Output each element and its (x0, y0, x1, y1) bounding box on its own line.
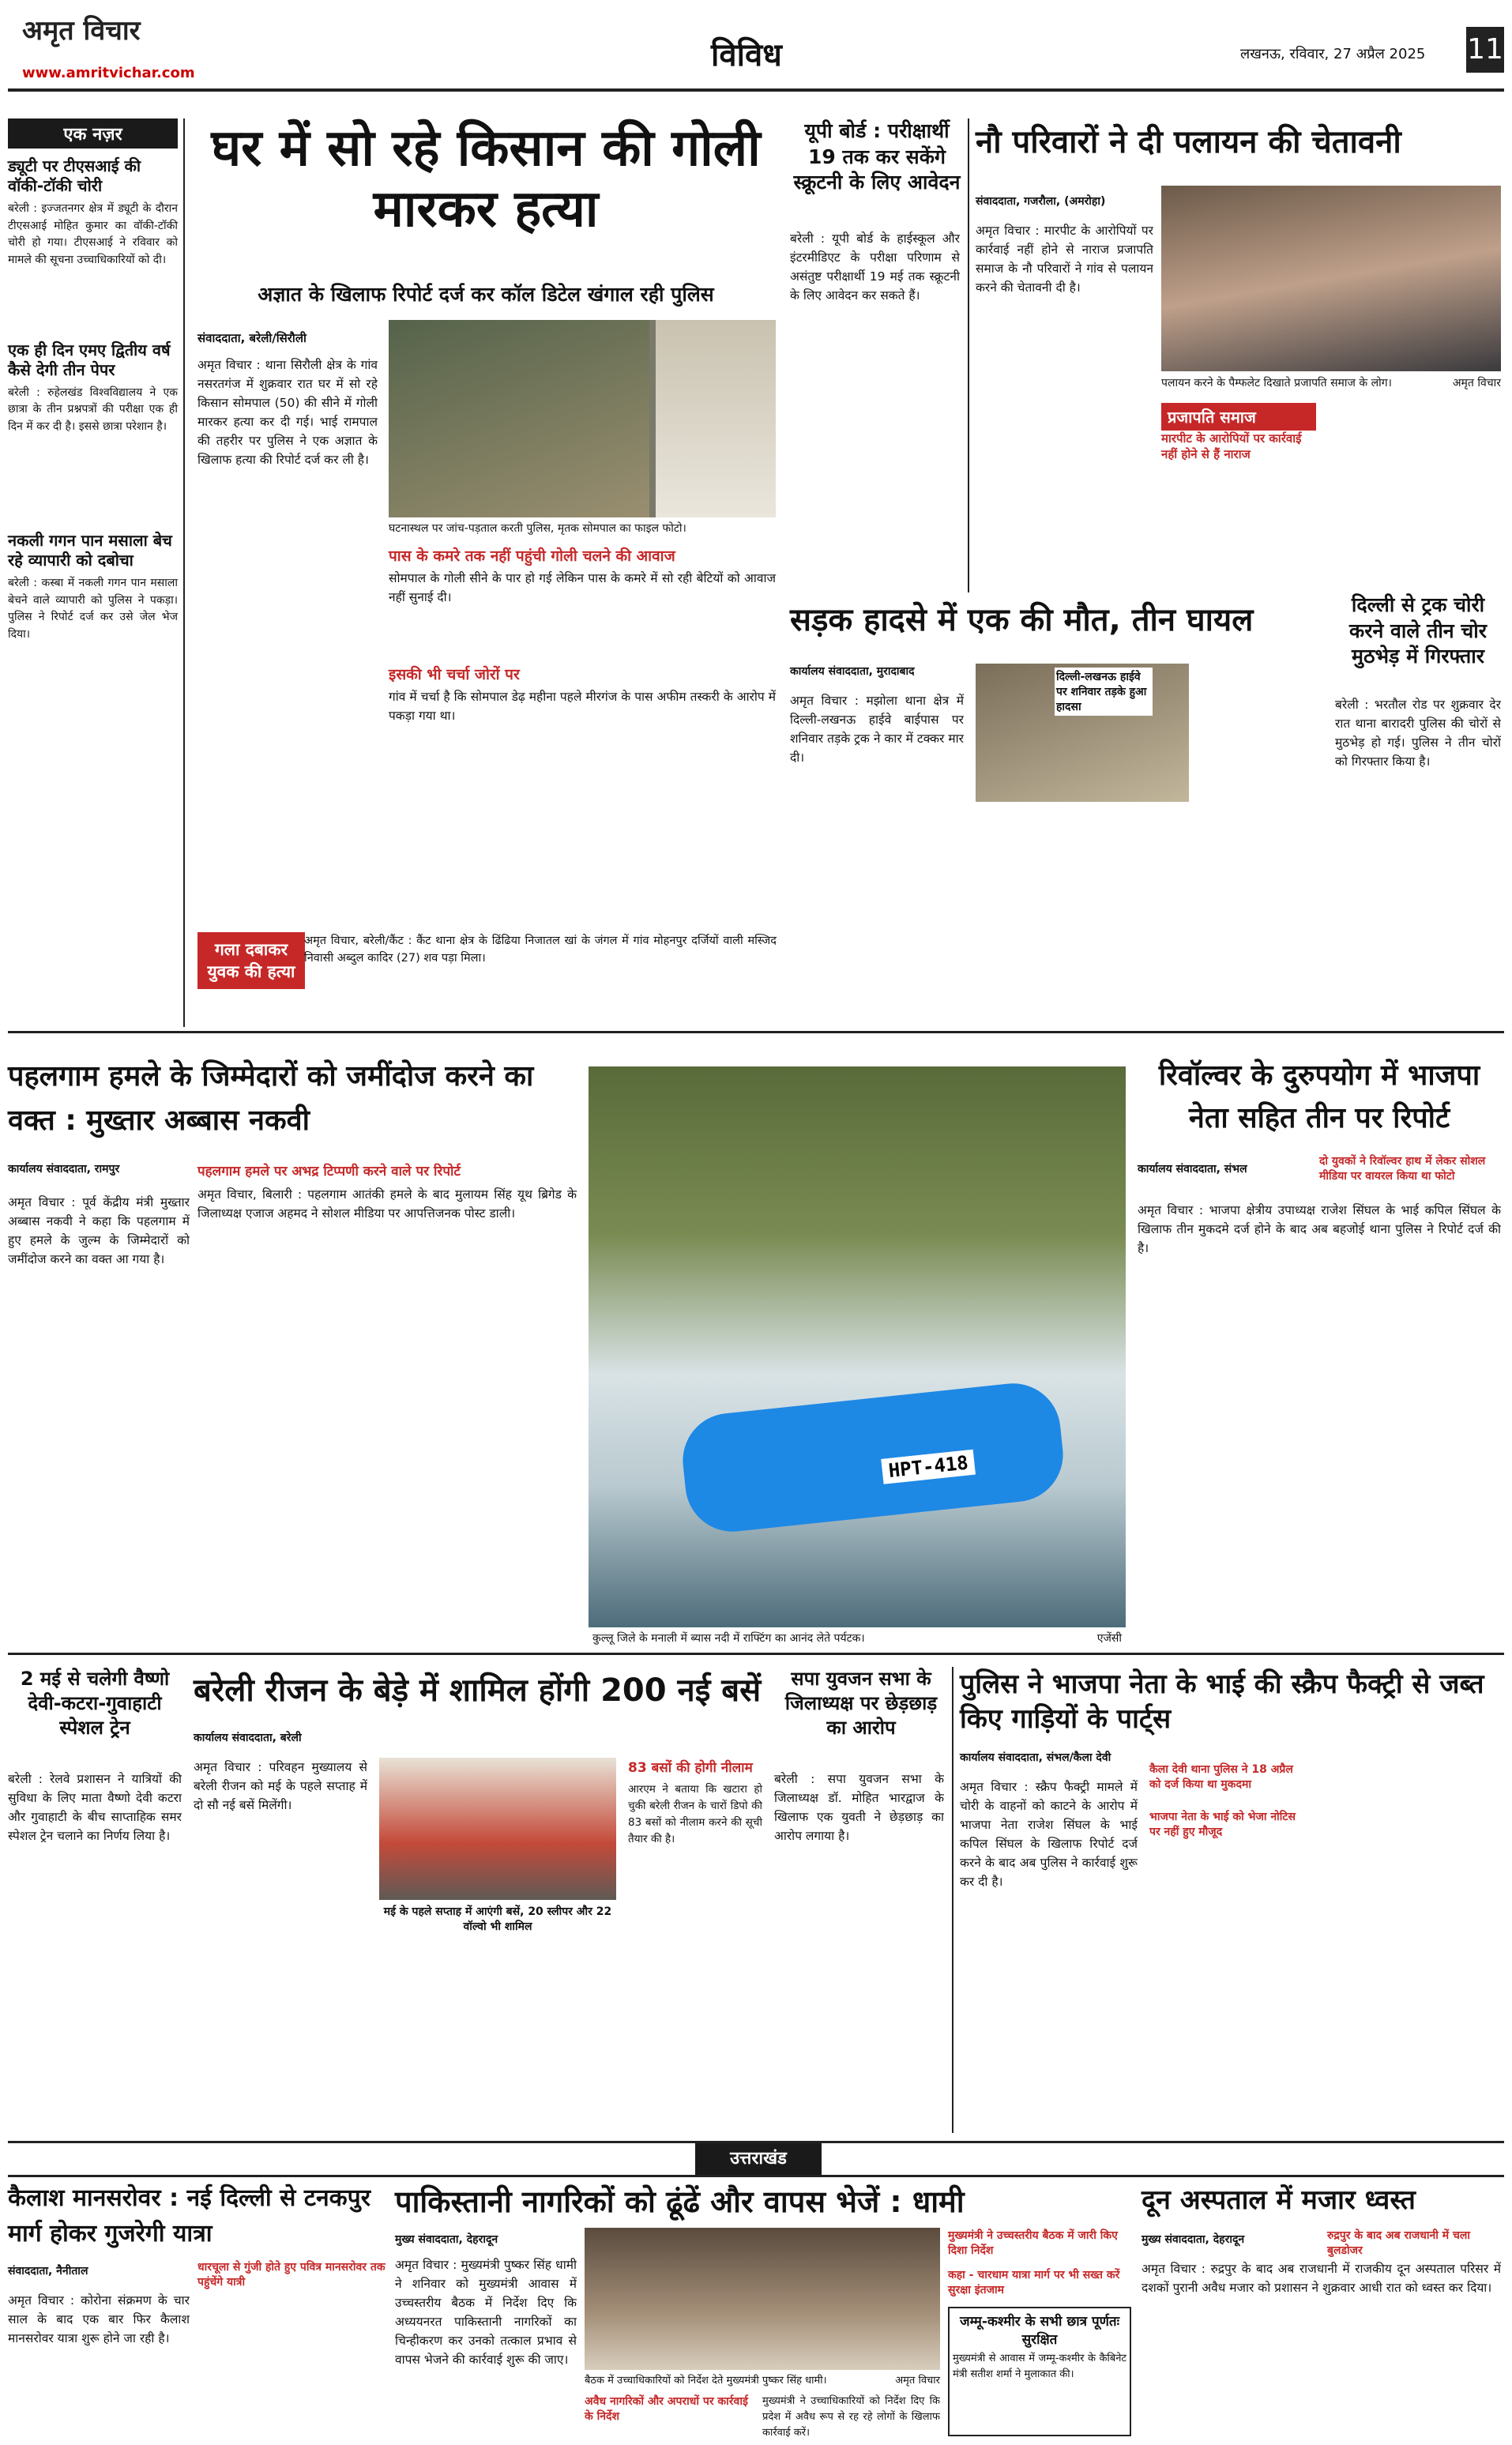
pak-sub2: कहा - चारधाम यात्रा मार्ग पर भी सख्त करें सुरक्षा इंतजाम (948, 2269, 1120, 2296)
left-p3: बरेली : कस्बा में नकली गगन पान मसाला बेचने वाले व्यापारी को पुलिस ने पकड़ा। पुलिस ने रिपोर्ट दर्ज कर उसे जेल भेज दिया। (8, 576, 178, 641)
kailash-body: अमृत विचार : कोरोना संक्रमण के चार साल के बाद एक बार फिर कैलाश मानसरोवर यात्रा शुरू होने जा रही है। (8, 2293, 190, 2346)
masthead-rule (8, 88, 1504, 92)
raft-boat (678, 1379, 1067, 1536)
bus-photo-caption: मई के पहले सप्ताह में आएंगी बसें, 20 स्लीपर और 22 वॉल्वो भी शामिल (383, 1905, 612, 1933)
truck-body: बरेली : भरतौल रोड पर शुक्रवार देर रात थाना बारादरी पुलिस की चोरों से मुठभेड़ हो गई। पुलिस ने तीन चोरों को गिरफ्तार किया है। (1335, 698, 1501, 769)
masthead-url[interactable]: www.amritvichar.com (22, 65, 195, 81)
main-tag-text: अमृत विचार, बरेली/कैंट : कैंट थाना क्षेत्र के ढिंढिया निजातल खां के जंगल में गांव मोहनपुर दर्जियों वाली मस्जिद निवासी अब्दुल कादिर (27) शव पड़ा मिला। (304, 935, 777, 965)
main-sub2-text: गांव में चर्चा है कि सोमपाल डेढ़ महीना पहले मीरगंज के पास अफीम तस्करी के आरोप में पकड़ा गया था। (389, 690, 776, 724)
uttarakhand-band (8, 2141, 1504, 2177)
raft-photo (589, 1066, 1126, 1627)
palayan-tag: प्रजापति समाज (1161, 403, 1316, 431)
raft-boat-label: HPT-418 (881, 1450, 976, 1484)
naqvi-byline: कार्यालय संवाददाता, रामपुर (8, 1163, 120, 1175)
upboard-headline: यूपी बोर्ड : परीक्षार्थी 19 तक कर सकेंगे स्क्रूटनी के लिए आवेदन (793, 119, 961, 194)
scrap-sub1: कैला देवी थाना पुलिस ने 18 अप्रैल को दर्ज किया था मुकदमा (1149, 1763, 1293, 1791)
main-headline: घर में सो रहे किसान की गोली मारकर हत्या (211, 119, 761, 239)
sapa-body: बरेली : सपा युवजन सभा के जिलाध्यक्ष डॉ. मोहित भारद्वाज के खिलाफ एक युवती ने छेड़छाड़ का आरोप लगाया है। (774, 1772, 944, 1844)
mazar-headline: दून अस्पताल में मजार ध्वस्त (1142, 2184, 1416, 2216)
bus-body: अमृत विचार : परिवहन मुख्यालय से बरेली रीजन को मई के पहले सप्ताह में दो सौ नई बसें मिलेंगी। (194, 1760, 367, 1813)
main-body: अमृत विचार : थाना सिरौली क्षेत्र के गांव नसरतगंज में शुक्रवार रात घर में सो रहे किसान सोमपाल (50) की सीने में गोली मारकर हत्या कर दी गई। भाई रामपाल की तहरीर पर पुलिस ने एक अज्ञात के खिलाफ हत्या की रिपोर्ट दर्ज कर ली है। (197, 358, 378, 468)
mazar-byline: मुख्य संवाददाता, देहरादून (1142, 2233, 1245, 2246)
palayan-caption: पलायन करने के पैम्फलेट दिखाते प्रजापति समाज के लोग। (1161, 377, 1392, 389)
upboard-body: बरेली : यूपी बोर्ड के हाईस्कूल और इंटरमीडिएट के परीक्षा परिणाम से असंतुष्ट परीक्षार्थी 19 मई तक स्क्रूटनी के लिए आवेदन कर सकते हैं। (790, 231, 960, 303)
scrap-sub2: भाजपा नेता के भाई को भेजा नोटिस पर नहीं हुए मौजूद (1149, 1811, 1296, 1838)
kailash-headline: कैलाश मानसरोवर : नई दिल्ली से टनकपुर मार्ग होकर गुजरेगी यात्रा (8, 2184, 370, 2248)
bus-photo (379, 1758, 616, 1900)
pak-sub1: मुख्यमंत्री ने उच्चस्तरीय बैठक में जारी किए दिशा निर्देश (948, 2229, 1118, 2257)
main-photo-right (656, 320, 776, 517)
dateline: लखनऊ, रविवार, 27 अप्रैल 2025 (1240, 46, 1426, 62)
scrap-body: अमृत विचार : स्क्रैप फैक्ट्री मामले में चोरी के वाहनों को काटने के आरोप में भाजपा नेता राजेश सिंघल के भाई कपिल सिंघल के खिलाफ रिपोर्ट दर्ज करने के बाद अब पुलिस ने कार्रवाई शुरू कर दी है। (960, 1780, 1138, 1890)
truck-headline: दिल्ली से ट्रक चोरी करने वाले तीन चोर मुठभेड़ में गिरफ्तार (1349, 593, 1487, 668)
left-h3: नकली गगन पान मसाला बेच रहे व्यापारी को दबोचा (8, 530, 172, 570)
naqvi-sub-text: अमृत विचार, बिलारी : पहलगाम आतंकी हमले के बाद मुलायम सिंह यूथ ब्रिगेड के जिलाध्यक्ष एजाज अहमद ने सोशल मीडिया पर आपत्तिजनक पोस्ट डाली। (197, 1187, 577, 1221)
main-sub2: इसकी भी चर्चा जोरों पर (389, 666, 520, 683)
masthead-logo: अमृत विचार (22, 15, 141, 47)
bus-sub-text: आरएम ने बताया कि खटारा हो चुकी बरेली रीजन के चारों डिपो की 83 बसों को नीलाम करने की सूची तैयार की है। (628, 1783, 762, 1845)
pak-sub3-box (948, 2307, 1131, 2436)
left-h2: एक ही दिन एमए द्वितीय वर्ष कैसे देगी तीन पेपर (8, 340, 171, 379)
left-column (8, 118, 178, 1027)
main-byline: संवाददाता, बरेली/सिरौली (197, 331, 307, 345)
palayan-headline: नौ परिवारों ने दी पलायन की चेतावनी (976, 124, 1401, 160)
pak-byline: मुख्य संवाददाता, देहरादून (395, 2233, 498, 2246)
divider-row-1 (8, 1031, 1504, 1033)
raft-credit: एजेंसी (1096, 1632, 1122, 1645)
upboard-divider (968, 118, 969, 592)
main-photo-left (389, 320, 649, 517)
palayan-credit: अमृत विचार (1452, 377, 1501, 389)
main-sub1-text: सोमपाल के गोली सीने के पार हो गई लेकिन पास के कमरे में सो रही बेटियों को आवाज नहीं सुनाई दी। (389, 571, 776, 605)
pak-sub4-text: मुख्यमंत्री ने उच्चाधिकारियों को निर्देश दिए कि प्रदेश में अवैध रूप से रह रहे लोगों के खिलाफ कार्रवाई करें। (762, 2395, 940, 2439)
palayan-photo (1161, 186, 1501, 371)
naqvi-headline: पहलगाम हमले के जिम्मेदारों को जमींदोज करने का वक्त : मुख्तार अब्बास नकवी (8, 1060, 534, 1137)
sapa-divider (952, 1667, 953, 2133)
page-number: 11 (1466, 27, 1504, 73)
pak-headline: पाकिस्तानी नागरिकों को ढूंढें और वापस भेजें : धामी (395, 2184, 965, 2219)
bus-sub: 83 बसों की होगी नीलाम (628, 1760, 753, 1776)
revolver-headline: रिवॉल्वर के दुरुपयोग में भाजपा नेता सहित तीन पर रिपोर्ट (1158, 1059, 1480, 1134)
pak-caption: बैठक में उच्चाधिकारियों को निर्देश देते मुख्यमंत्री पुष्कर सिंह धामी। (585, 2375, 827, 2387)
pak-sub3: जम्मू-कश्मीर के सभी छात्र पूर्णतः सुरक्षित (959, 2314, 1120, 2348)
bus-byline: कार्यालय संवाददाता, बरेली (194, 1732, 302, 1744)
raft-caption: कुल्लू जिले के मनाली में ब्यास नदी में राफ्टिंग का आनंद लेते पर्यटक। (592, 1632, 865, 1645)
main-tag: गला दबाकर युवक की हत्या (197, 932, 305, 989)
accident-photo-caption: दिल्ली-लखनऊ हाईवे पर शनिवार तड़के हुआ हादसा (1055, 668, 1153, 716)
main-sub1: पास के कमरे तक नहीं पहुंची गोली चलने की आवाज (389, 547, 675, 565)
mazar-body: अमृत विचार : रुद्रपुर के बाद अब राजधानी में राजकीय दून अस्पताल परिसर में दशकों पुरानी अवैध मजार को प्रशासन ने शुक्रवार आधी रात को ध्वस्त कर दिया। (1142, 2262, 1501, 2296)
left-p1: बरेली : इज्जतनगर क्षेत्र में ड्यूटी के दौरान टीएसआई मोहित कुमार का वॉकी-टॉकी चोरी हो गया। टीएसआई ने रविवार को मामले की सूचना उच्चाधिकारियों को दी। (8, 202, 178, 267)
bus-headline: बरेली रीजन के बेड़े में शामिल होंगी 200 नई बसें (194, 1672, 762, 1709)
uttarakhand-label: उत्तराखंड (695, 2143, 822, 2175)
revolver-body: अमृत विचार : भाजपा क्षेत्रीय उपाध्यक्ष राजेश सिंघल के भाई कपिल सिंघल के खिलाफ तीन मुकदमे दर्ज होने के बाद अब बहजोई थाना पुलिस ने रिपोर्ट दर्ज की है। (1138, 1203, 1501, 1256)
pak-sub3-text: मुख्यमंत्री से आवास में जम्मू-कश्मीर के कैबिनेट मंत्री सतीश शर्मा ने मुलाकात की। (953, 2353, 1126, 2381)
kailash-byline: संवाददाता, नैनीताल (8, 2265, 88, 2278)
scrap-headline: पुलिस ने भाजपा नेता के भाई की स्क्रैप फैक्ट्री से जब्त किए गाड़ियों के पार्ट्स (960, 1668, 1484, 1736)
mazar-sub: रुद्रपुर के बाद अब राजधानी में चला बुलडोजर (1327, 2229, 1470, 2257)
scrap-byline: कार्यालय संवाददाता, संभल/कैला देवी (960, 1751, 1111, 1764)
train-headline: 2 मई से चलेगी वैष्णो देवी-कटरा-गुवाहाटी स्पेशल ट्रेन (20, 1668, 170, 1740)
naqvi-sub: पहलगाम हमले पर अभद्र टिप्पणी करने वाले पर रिपोर्ट (197, 1164, 461, 1179)
accident-body: अमृत विचार : मझोला थाना क्षेत्र में दिल्ली-लखनऊ हाईवे बाईपास पर शनिवार तड़के ट्रक ने कार में टक्कर मार दी। (790, 694, 964, 765)
palayan-byline: संवाददाता, गजरौला, (अमरोहा) (976, 195, 1106, 208)
pak-photo (585, 2228, 940, 2370)
revolver-sub: दो युवकों ने रिवॉल्वर हाथ में लेकर सोशल मीडिया पर वायरल किया था फोटो (1319, 1155, 1486, 1183)
section-title: विविध (711, 37, 782, 73)
naqvi-body: अमृत विचार : पूर्व केंद्रीय मंत्री मुख्तार अब्बास नकवी ने कहा कि पहलगाम में हुए हमले के जुल्म के जिम्मेदारों को जमींदोज करने का वक्त आ गया है। (8, 1195, 190, 1267)
palayan-body: अमृत विचार : मारपीट के आरोपियों पर कार्रवाई नहीं होने से नाराज प्रजापति समाज के नौ परिवारों ने गांव से पलायन करने की चेतावनी दी है। (976, 224, 1153, 295)
revolver-byline: कार्यालय संवाददाता, संभल (1138, 1163, 1247, 1175)
palayan-tag-sub: मारपीट के आरोपियों पर कार्रवाई नहीं होने से हैं नाराज (1161, 431, 1302, 461)
left-column-divider (183, 118, 185, 1027)
main-photo (389, 320, 776, 517)
pak-body: अमृत विचार : मुख्यमंत्री पुष्कर सिंह धामी ने शनिवार को मुख्यमंत्री आवास में उच्चस्तरीय बैठक में निर्देश दिए कि अध्ययनरत पाकिस्तानी नागरिकों का चिन्हीकरण कर उनको तत्काल प्रभाव से वापस भेजने की कार्रवाई शुरू की जाए। (395, 2258, 577, 2368)
pak-sub4: अवैध नागरिकों और अपराधों पर कार्रवाई के निर्देश (585, 2395, 748, 2423)
main-photo-caption: घटनास्थल पर जांच-पड़ताल करती पुलिस, मृतक सोमपाल का फाइल फोटो। (389, 522, 686, 535)
accident-byline: कार्यालय संवाददाता, मुरादाबाद (790, 665, 915, 678)
main-deck: अज्ञात के खिलाफ रिपोर्ट दर्ज कर कॉल डिटेल खंगाल रही पुलिस (258, 283, 714, 306)
left-h1: ड्यूटी पर टीएसआई की वॉकी-टॉकी चोरी (8, 156, 141, 195)
train-body: बरेली : रेलवे प्रशासन ने यात्रियों की सुविधा के लिए माता वैष्णो देवी कटरा और गुवाहाटी के बीच साप्ताहिक समर स्पेशल ट्रेन चलाने का निर्णय लिया है। (8, 1772, 182, 1844)
left-p2: बरेली : रुहेलखंड विश्वविद्यालय ने एक छात्रा के तीन प्रश्नपत्रों की परीक्षा एक ही दिन में कर दी है। इससे छात्रा परेशान है। (8, 386, 178, 434)
divider-row-2 (8, 1653, 1504, 1655)
accident-headline: सड़क हादसे में एक की मौत, तीन घायल (790, 602, 1254, 638)
pak-credit: अमृत विचार (895, 2375, 940, 2387)
sapa-headline: सपा युवजन सभा के जिलाध्यक्ष पर छेड़छाड़ का आरोप (784, 1668, 938, 1740)
kailash-sub: धारचूला से गुंजी होते हुए पवित्र मानसरोवर तक पहुंचेंगे यात्री (197, 2261, 386, 2289)
left-column-head: एक नज़र (8, 118, 178, 149)
